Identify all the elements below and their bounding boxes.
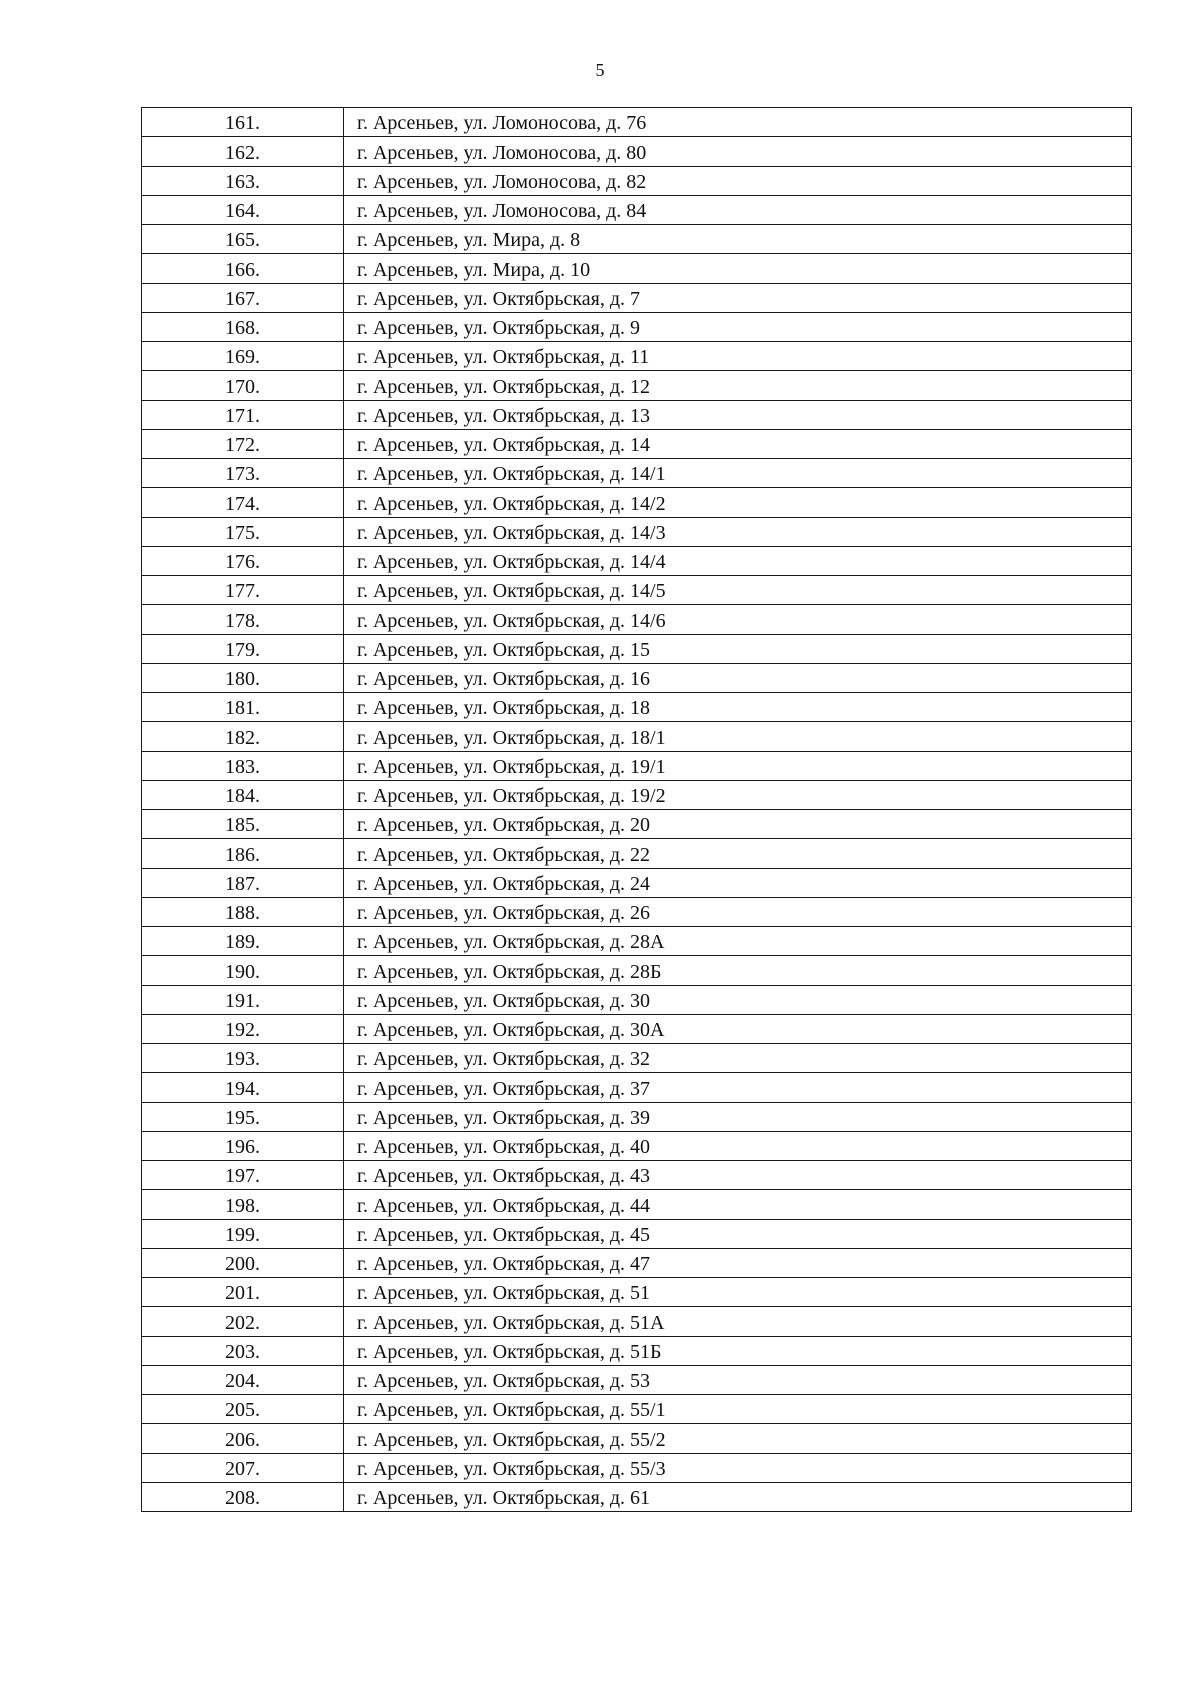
address-cell: г. Арсеньев, ул. Ломоносова, д. 80 xyxy=(344,137,1132,166)
address-cell: г. Арсеньев, ул. Октябрьская, д. 53 xyxy=(344,1365,1132,1394)
address-cell: г. Арсеньев, ул. Октябрьская, д. 18 xyxy=(344,693,1132,722)
table-row xyxy=(142,400,1132,429)
row-number: 169. xyxy=(142,342,344,371)
address-cell: г. Арсеньев, ул. Октябрьская, д. 24 xyxy=(344,868,1132,897)
address-cell: г. Арсеньев, ул. Октябрьская, д. 61 xyxy=(344,1482,1132,1511)
table-row xyxy=(142,342,1132,371)
row-number: 202. xyxy=(142,1307,344,1336)
row-number: 179. xyxy=(142,634,344,663)
row-number: 162. xyxy=(142,137,344,166)
row-number: 190. xyxy=(142,956,344,985)
table-row xyxy=(142,225,1132,254)
table-row xyxy=(142,429,1132,458)
table-row xyxy=(142,195,1132,224)
table-row xyxy=(142,1278,1132,1307)
table-row xyxy=(142,927,1132,956)
row-number: 174. xyxy=(142,488,344,517)
address-cell: г. Арсеньев, ул. Октябрьская, д. 7 xyxy=(344,283,1132,312)
address-cell: г. Арсеньев, ул. Октябрьская, д. 40 xyxy=(344,1131,1132,1160)
table-row xyxy=(142,1014,1132,1043)
address-cell: г. Арсеньев, ул. Октябрьская, д. 44 xyxy=(344,1190,1132,1219)
address-cell: г. Арсеньев, ул. Октябрьская, д. 13 xyxy=(344,400,1132,429)
row-number: 186. xyxy=(142,839,344,868)
table-row xyxy=(142,459,1132,488)
address-cell: г. Арсеньев, ул. Октябрьская, д. 30А xyxy=(344,1014,1132,1043)
table-row xyxy=(142,693,1132,722)
row-number: 194. xyxy=(142,1073,344,1102)
address-cell: г. Арсеньев, ул. Октябрьская, д. 19/1 xyxy=(344,751,1132,780)
address-cell: г. Арсеньев, ул. Ломоносова, д. 82 xyxy=(344,166,1132,195)
address-table xyxy=(141,107,1132,1512)
address-cell: г. Арсеньев, ул. Октябрьская, д. 18/1 xyxy=(344,722,1132,751)
row-number: 171. xyxy=(142,400,344,429)
row-number: 199. xyxy=(142,1219,344,1248)
address-cell: г. Арсеньев, ул. Октябрьская, д. 55/3 xyxy=(344,1453,1132,1482)
table-row xyxy=(142,576,1132,605)
page-number: 5 xyxy=(595,60,605,80)
address-cell: г. Арсеньев, ул. Октябрьская, д. 51Б xyxy=(344,1336,1132,1365)
address-cell: г. Арсеньев, ул. Ломоносова, д. 76 xyxy=(344,108,1132,137)
table-row xyxy=(142,810,1132,839)
address-cell: г. Арсеньев, ул. Октябрьская, д. 51А xyxy=(344,1307,1132,1336)
row-number: 197. xyxy=(142,1161,344,1190)
table-row xyxy=(142,1482,1132,1511)
table-row xyxy=(142,956,1132,985)
address-cell: г. Арсеньев, ул. Октябрьская, д. 14/1 xyxy=(344,459,1132,488)
address-cell: г. Арсеньев, ул. Октябрьская, д. 14/5 xyxy=(344,576,1132,605)
row-number: 177. xyxy=(142,576,344,605)
address-cell: г. Арсеньев, ул. Октябрьская, д. 47 xyxy=(344,1248,1132,1277)
table-row xyxy=(142,722,1132,751)
table-row xyxy=(142,108,1132,137)
table-row xyxy=(142,517,1132,546)
address-cell: г. Арсеньев, ул. Октябрьская, д. 14 xyxy=(344,429,1132,458)
row-number: 203. xyxy=(142,1336,344,1365)
address-cell: г. Арсеньев, ул. Октябрьская, д. 32 xyxy=(344,1044,1132,1073)
row-number: 166. xyxy=(142,254,344,283)
row-number: 167. xyxy=(142,283,344,312)
table-row xyxy=(142,1453,1132,1482)
table-row xyxy=(142,985,1132,1014)
row-number: 188. xyxy=(142,897,344,926)
table-row xyxy=(142,137,1132,166)
address-cell: г. Арсеньев, ул. Октябрьская, д. 14/2 xyxy=(344,488,1132,517)
address-cell: г. Арсеньев, ул. Октябрьская, д. 20 xyxy=(344,810,1132,839)
table-row xyxy=(142,1161,1132,1190)
row-number: 205. xyxy=(142,1395,344,1424)
address-cell: г. Арсеньев, ул. Октябрьская, д. 28Б xyxy=(344,956,1132,985)
table-row xyxy=(142,1102,1132,1131)
row-number: 192. xyxy=(142,1014,344,1043)
row-number: 187. xyxy=(142,868,344,897)
table-row xyxy=(142,1131,1132,1160)
table-row xyxy=(142,283,1132,312)
table-row xyxy=(142,897,1132,926)
row-number: 182. xyxy=(142,722,344,751)
row-number: 191. xyxy=(142,985,344,1014)
row-number: 208. xyxy=(142,1482,344,1511)
row-number: 189. xyxy=(142,927,344,956)
row-number: 200. xyxy=(142,1248,344,1277)
address-cell: г. Арсеньев, ул. Октябрьская, д. 45 xyxy=(344,1219,1132,1248)
row-number: 185. xyxy=(142,810,344,839)
address-cell: г. Арсеньев, ул. Октябрьская, д. 39 xyxy=(344,1102,1132,1131)
row-number: 161. xyxy=(142,108,344,137)
table-row xyxy=(142,868,1132,897)
table-row xyxy=(142,1073,1132,1102)
table-row xyxy=(142,546,1132,575)
address-cell: г. Арсеньев, ул. Октябрьская, д. 51 xyxy=(344,1278,1132,1307)
address-cell: г. Арсеньев, ул. Октябрьская, д. 43 xyxy=(344,1161,1132,1190)
table-row xyxy=(142,1424,1132,1453)
address-cell: г. Арсеньев, ул. Октябрьская, д. 30 xyxy=(344,985,1132,1014)
table-row xyxy=(142,605,1132,634)
table-row xyxy=(142,839,1132,868)
table-row xyxy=(142,1219,1132,1248)
address-cell: г. Арсеньев, ул. Октябрьская, д. 55/1 xyxy=(344,1395,1132,1424)
table-row xyxy=(142,1365,1132,1394)
table-row xyxy=(142,1248,1132,1277)
row-number: 198. xyxy=(142,1190,344,1219)
address-cell: г. Арсеньев, ул. Мира, д. 10 xyxy=(344,254,1132,283)
row-number: 206. xyxy=(142,1424,344,1453)
address-cell: г. Арсеньев, ул. Октябрьская, д. 11 xyxy=(344,342,1132,371)
address-cell: г. Арсеньев, ул. Октябрьская, д. 37 xyxy=(344,1073,1132,1102)
address-cell: г. Арсеньев, ул. Октябрьская, д. 14/6 xyxy=(344,605,1132,634)
address-cell: г. Арсеньев, ул. Октябрьская, д. 55/2 xyxy=(344,1424,1132,1453)
address-cell: г. Арсеньев, ул. Октябрьская, д. 16 xyxy=(344,663,1132,692)
row-number: 163. xyxy=(142,166,344,195)
table-row xyxy=(142,166,1132,195)
table-row xyxy=(142,488,1132,517)
row-number: 193. xyxy=(142,1044,344,1073)
row-number: 181. xyxy=(142,693,344,722)
address-cell: г. Арсеньев, ул. Октябрьская, д. 28А xyxy=(344,927,1132,956)
table-row xyxy=(142,780,1132,809)
row-number: 195. xyxy=(142,1102,344,1131)
address-cell: г. Арсеньев, ул. Ломоносова, д. 84 xyxy=(344,195,1132,224)
row-number: 183. xyxy=(142,751,344,780)
row-number: 164. xyxy=(142,195,344,224)
table-row xyxy=(142,1307,1132,1336)
row-number: 178. xyxy=(142,605,344,634)
row-number: 165. xyxy=(142,225,344,254)
table-row xyxy=(142,1336,1132,1365)
row-number: 201. xyxy=(142,1278,344,1307)
row-number: 207. xyxy=(142,1453,344,1482)
address-cell: г. Арсеньев, ул. Октябрьская, д. 9 xyxy=(344,312,1132,341)
table-row xyxy=(142,312,1132,341)
address-table-body xyxy=(142,108,1132,1512)
table-row xyxy=(142,371,1132,400)
row-number: 176. xyxy=(142,546,344,575)
table-row xyxy=(142,634,1132,663)
table-row xyxy=(142,254,1132,283)
table-row xyxy=(142,663,1132,692)
address-cell: г. Арсеньев, ул. Октябрьская, д. 26 xyxy=(344,897,1132,926)
row-number: 172. xyxy=(142,429,344,458)
address-cell: г. Арсеньев, ул. Октябрьская, д. 12 xyxy=(344,371,1132,400)
address-cell: г. Арсеньев, ул. Октябрьская, д. 14/3 xyxy=(344,517,1132,546)
row-number: 204. xyxy=(142,1365,344,1394)
address-cell: г. Арсеньев, ул. Октябрьская, д. 14/4 xyxy=(344,546,1132,575)
address-cell: г. Арсеньев, ул. Октябрьская, д. 22 xyxy=(344,839,1132,868)
table-row xyxy=(142,751,1132,780)
row-number: 184. xyxy=(142,780,344,809)
row-number: 170. xyxy=(142,371,344,400)
table-row xyxy=(142,1044,1132,1073)
row-number: 180. xyxy=(142,663,344,692)
row-number: 173. xyxy=(142,459,344,488)
table-row xyxy=(142,1190,1132,1219)
table-row xyxy=(142,1395,1132,1424)
row-number: 175. xyxy=(142,517,344,546)
address-cell: г. Арсеньев, ул. Октябрьская, д. 19/2 xyxy=(344,780,1132,809)
row-number: 196. xyxy=(142,1131,344,1160)
row-number: 168. xyxy=(142,312,344,341)
address-cell: г. Арсеньев, ул. Октябрьская, д. 15 xyxy=(344,634,1132,663)
address-cell: г. Арсеньев, ул. Мира, д. 8 xyxy=(344,225,1132,254)
